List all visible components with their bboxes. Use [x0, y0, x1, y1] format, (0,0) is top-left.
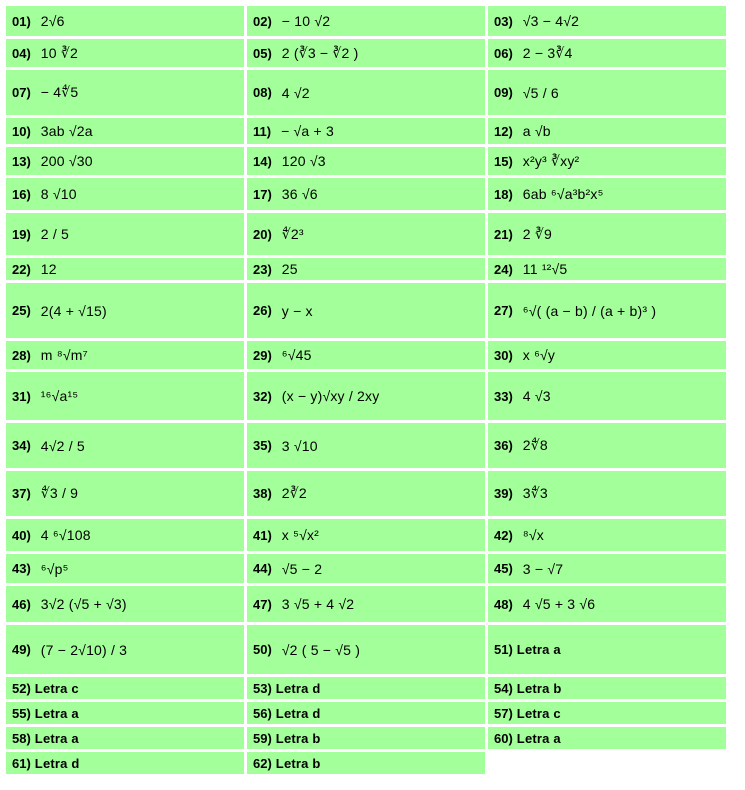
answer-cell — [247, 147, 485, 175]
math-expression: 2√6 — [40, 13, 65, 29]
answer-cell — [247, 677, 485, 699]
answer-cell — [247, 178, 485, 210]
math-expression: 3ab √2a — [40, 123, 93, 139]
math-expression: 4 √3 — [522, 388, 551, 404]
math-expression: 2 / 5 — [40, 226, 70, 242]
answer-cell — [6, 586, 244, 622]
answer-letter: Letra a — [34, 705, 79, 721]
math-expression: 2∛2 — [281, 485, 307, 501]
item-number: 45) — [494, 561, 513, 576]
answer-cell — [247, 39, 485, 67]
item-number: 28) — [12, 347, 31, 363]
item-number: 09) — [494, 85, 513, 100]
math-expression: √5 − 2 — [281, 560, 323, 577]
answer-cell — [6, 283, 244, 338]
answer-cell — [6, 554, 244, 583]
answer-cell — [488, 39, 726, 67]
math-expression: √5 / 6 — [522, 84, 559, 101]
item-number: 59) — [253, 730, 272, 746]
answer-cell — [6, 70, 244, 115]
answer-cell — [488, 554, 726, 583]
answer-letter: Letra d — [34, 755, 80, 771]
answer-cell — [6, 118, 244, 144]
answer-cell — [488, 625, 726, 674]
math-expression: − √a + 3 — [281, 123, 334, 139]
item-number: 13) — [12, 153, 31, 169]
answer-cell — [488, 702, 726, 724]
math-expression: a √b — [522, 123, 551, 139]
item-number: 40) — [12, 527, 31, 543]
answer-letter: Letra d — [275, 705, 321, 721]
answer-cell — [6, 258, 244, 280]
answer-cell — [6, 519, 244, 551]
item-number: 03) — [494, 13, 513, 29]
item-number: 04) — [12, 45, 31, 61]
answer-cell — [247, 702, 485, 724]
answer-cell — [6, 727, 244, 749]
answer-cell — [488, 519, 726, 551]
item-number: 24) — [494, 261, 513, 277]
answer-cell — [6, 178, 244, 210]
math-expression: √2 ( 5 − √5 ) — [281, 641, 361, 658]
math-expression: 3 √5 + 4 √2 — [281, 596, 355, 612]
item-number: 38) — [253, 486, 272, 501]
item-number: 51) — [494, 642, 513, 657]
item-number: 11) — [253, 123, 272, 139]
answer-cell — [6, 471, 244, 516]
answer-key-table — [6, 6, 726, 774]
answer-cell — [247, 341, 485, 369]
item-number: 56) — [253, 705, 272, 721]
item-number: 43) — [12, 561, 31, 576]
math-expression: 11 ¹²√5 — [522, 261, 568, 277]
item-number: 55) — [12, 705, 31, 721]
answer-cell — [488, 471, 726, 516]
math-expression: 3∜3 — [522, 485, 548, 501]
answer-cell — [247, 752, 485, 774]
item-number: 31) — [12, 388, 31, 404]
item-number: 17) — [253, 186, 272, 202]
math-expression: (x − y)√xy / 2xy — [281, 388, 380, 404]
answer-cell — [6, 625, 244, 674]
answer-letter: Letra b — [516, 680, 562, 696]
answer-letter: Letra c — [34, 680, 79, 696]
item-number: 05) — [253, 45, 272, 61]
math-expression: (7 − 2√10) / 3 — [40, 641, 128, 658]
item-number: 29) — [253, 347, 272, 363]
math-expression: ∜2³ — [281, 225, 304, 242]
answer-cell — [247, 625, 485, 674]
item-number: 18) — [494, 186, 513, 202]
math-expression: m ⁸√m⁷ — [40, 347, 88, 363]
item-number: 14) — [253, 153, 272, 169]
math-expression: x²y³ ∛xy² — [522, 152, 580, 169]
item-number: 34) — [12, 438, 31, 453]
item-number: 20) — [253, 226, 272, 242]
item-number: 15) — [494, 153, 513, 169]
math-expression: 2(4 + √15) — [40, 302, 107, 319]
answer-cell — [488, 727, 726, 749]
answer-cell — [6, 39, 244, 67]
item-number: 23) — [253, 261, 272, 277]
answer-cell — [247, 70, 485, 115]
item-number: 49) — [12, 642, 31, 657]
answer-cell — [6, 147, 244, 175]
item-number: 61) — [12, 755, 31, 771]
math-expression: 10 ∛2 — [40, 44, 78, 61]
math-expression: 3 √10 — [281, 437, 318, 454]
item-number: 50) — [253, 642, 272, 657]
item-number: 60) — [494, 730, 513, 746]
answer-cell — [488, 423, 726, 468]
math-expression: √3 − 4√2 — [522, 13, 580, 29]
answer-cell — [488, 677, 726, 699]
answer-letter: Letra d — [275, 680, 321, 696]
math-expression: x ⁶√y — [522, 347, 556, 363]
answer-cell — [488, 213, 726, 255]
item-number: 32) — [253, 388, 272, 404]
answer-cell — [247, 118, 485, 144]
answer-letter: Letra b — [275, 755, 321, 771]
item-number: 46) — [12, 596, 31, 612]
math-expression: 4 √5 + 3 √6 — [522, 596, 596, 612]
answer-cell — [247, 471, 485, 516]
math-expression: 2 ∛9 — [522, 225, 552, 242]
math-expression: 4√2 / 5 — [40, 437, 85, 454]
answer-cell — [6, 372, 244, 420]
math-expression: − 10 √2 — [281, 13, 331, 29]
answer-cell — [247, 372, 485, 420]
item-number: 53) — [253, 680, 272, 696]
item-number: 62) — [253, 755, 272, 771]
answer-letter: Letra a — [516, 642, 561, 657]
answer-cell — [6, 752, 244, 774]
math-expression: 200 √30 — [40, 153, 93, 169]
item-number: 58) — [12, 730, 31, 746]
empty-cell — [488, 752, 726, 774]
item-number: 42) — [494, 527, 513, 543]
item-number: 30) — [494, 347, 513, 363]
answer-cell — [6, 213, 244, 255]
item-number: 01) — [12, 13, 31, 29]
item-number: 57) — [494, 705, 513, 721]
item-number: 41) — [253, 527, 272, 543]
item-number: 21) — [494, 226, 513, 242]
math-expression: 3√2 (√5 + √3) — [40, 596, 127, 612]
answer-letter: Letra a — [516, 730, 561, 746]
math-expression: ¹⁶√a¹⁵ — [40, 388, 79, 404]
answer-cell — [488, 70, 726, 115]
math-expression: 25 — [281, 261, 298, 277]
answer-cell — [247, 258, 485, 280]
answer-cell — [6, 341, 244, 369]
item-number: 54) — [494, 680, 513, 696]
answer-cell — [488, 341, 726, 369]
math-expression: ⁶√( (a − b) / (a + b)³ ) — [522, 302, 657, 319]
item-number: 16) — [12, 186, 31, 202]
math-expression: 120 √3 — [281, 153, 326, 169]
item-number: 36) — [494, 438, 513, 453]
math-expression: x ⁵√x² — [281, 527, 320, 543]
item-number: 02) — [253, 13, 272, 29]
item-number: 06) — [494, 45, 513, 61]
math-expression: 4 ⁶√108 — [40, 527, 91, 543]
math-expression: ⁶√45 — [281, 347, 312, 363]
item-number: 47) — [253, 596, 272, 612]
item-number: 39) — [494, 486, 513, 501]
answer-cell — [6, 702, 244, 724]
answer-letter: Letra a — [34, 730, 79, 746]
math-expression: 2 − 3∛4 — [522, 44, 573, 61]
answer-cell — [488, 586, 726, 622]
answer-cell — [488, 6, 726, 36]
math-expression: 3 − √7 — [522, 560, 564, 577]
answer-cell — [247, 6, 485, 36]
item-number: 44) — [253, 561, 272, 576]
item-number: 37) — [12, 486, 31, 501]
math-expression: 6ab ⁶√a³b²x⁵ — [522, 186, 604, 202]
math-expression: 12 — [40, 261, 57, 277]
answer-cell — [247, 586, 485, 622]
answer-cell — [6, 677, 244, 699]
answer-letter: Letra b — [275, 730, 321, 746]
answer-cell — [247, 423, 485, 468]
item-number: 19) — [12, 226, 31, 242]
answer-cell — [488, 283, 726, 338]
answer-cell — [488, 147, 726, 175]
item-number: 25) — [12, 303, 31, 318]
answer-cell — [247, 283, 485, 338]
item-number: 07) — [12, 85, 31, 100]
answer-cell — [247, 727, 485, 749]
item-number: 08) — [253, 85, 272, 100]
math-expression: 4 √2 — [281, 84, 310, 101]
answer-cell — [247, 519, 485, 551]
answer-cell — [488, 258, 726, 280]
math-expression: ⁸√x — [522, 527, 544, 543]
item-number: 33) — [494, 388, 513, 404]
answer-cell — [6, 6, 244, 36]
answer-cell — [6, 423, 244, 468]
item-number: 48) — [494, 596, 513, 612]
answer-cell — [247, 213, 485, 255]
item-number: 52) — [12, 680, 31, 696]
math-expression: 2∜8 — [522, 437, 548, 453]
math-expression: ∜3 / 9 — [40, 485, 79, 501]
item-number: 26) — [253, 303, 272, 318]
math-expression: 36 √6 — [281, 186, 318, 202]
math-expression: − 4∜5 — [40, 84, 79, 100]
item-number: 22) — [12, 261, 31, 277]
math-expression: 2 (∛3 − ∛2 ) — [281, 44, 359, 61]
answer-cell — [488, 178, 726, 210]
math-expression: y − x — [281, 302, 313, 319]
answer-cell — [488, 118, 726, 144]
item-number: 35) — [253, 438, 272, 453]
math-expression: ⁶√p⁵ — [40, 560, 69, 577]
item-number: 12) — [494, 123, 513, 139]
item-number: 10) — [12, 123, 31, 139]
item-number: 27) — [494, 303, 513, 318]
answer-cell — [488, 372, 726, 420]
answer-letter: Letra c — [516, 705, 561, 721]
math-expression: 8 √10 — [40, 186, 77, 202]
answer-cell — [247, 554, 485, 583]
